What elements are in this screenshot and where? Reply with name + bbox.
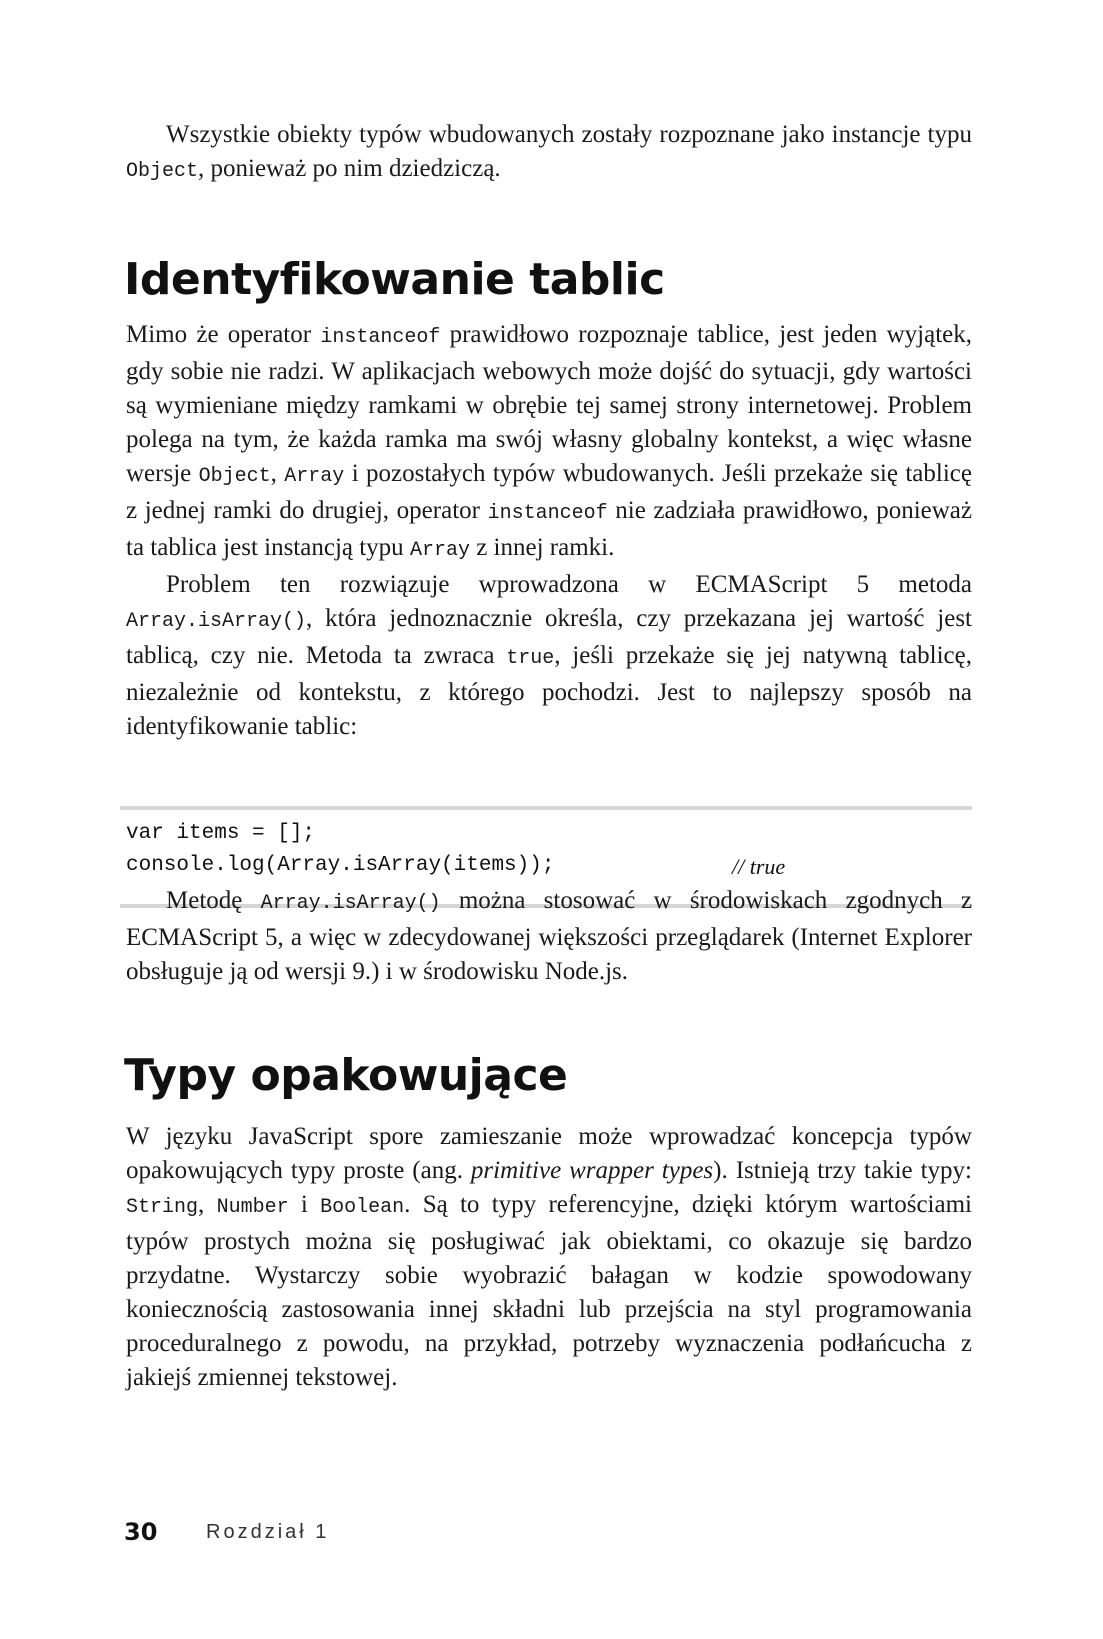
text-run: i (288, 1191, 321, 1218)
text-run: . Są to typy referencyjne, dzięki którym wartościami typów prostych można się posługiwać jak obiektami, co okazuje się bardzo przydatne. Wystarczy sobie wyobrazić bałagan w kodzie spowodowany koniecznością zastosowania innej składni lub przejścia na styl programowania proceduralnego z powodu, na przykład, potrzeby wyznaczenia podłańcucha z jakiejś zmiennej tekstowej. (126, 1191, 972, 1391)
code-inline: String (126, 1196, 199, 1219)
code-inline: Object (126, 160, 199, 183)
text-run: Wszystkie obiekty typów wbudowanych zostały rozpoznane jako instancje typu (166, 121, 972, 148)
section1-paragraph-3 (126, 884, 972, 989)
code-line-1: var items = []; (126, 822, 316, 845)
text-run: W języku JavaScript spore zamieszanie może wprowadzać koncepcja typów opakowujących typy proste (ang. (126, 1123, 972, 1184)
text-run: , (198, 1191, 217, 1218)
text-run: , jeśli przekaże się jej natywną tablicę, niezależnie od kontekstu, z którego pochodzi. Jest to najlepszy sposób na identyfikowanie tablic: (126, 642, 972, 740)
text-run: z innej ramki. (469, 534, 615, 561)
code-line-2: console.log(Array.isArray(items)); (126, 854, 555, 877)
text-run: Metodę (166, 887, 261, 914)
text-run: Mimo że operator (126, 321, 321, 348)
intro-paragraph (126, 118, 972, 189)
text-run: i pozostałych typów wbudowanych. Jeśli przekaże się tablicę z jednej ramki do drugiej, operator (126, 460, 972, 524)
code-inline: Number (216, 1196, 289, 1219)
intro-paragraph-container (126, 118, 972, 189)
text-run: , ponieważ po nim dziedziczą. (198, 155, 501, 182)
code-comment: // true (732, 854, 786, 879)
section2-paragraph-1 (126, 1120, 972, 1395)
text-run: można stosować w środowiskach zgodnych z ECMAScript 5, a więc w zdecydowanej większości przeglądarek (Internet Explorer obsługuje ją od wersji 9.) i w środowisku Node.js. (126, 887, 973, 985)
code-inline: instanceof (320, 326, 441, 349)
code-inline: Array (409, 539, 470, 562)
code-inline: Array.isArray() (260, 892, 441, 915)
section-heading-identyfikowanie: Identyfikowanie tablic (124, 254, 665, 305)
text-run: , która jednoznacznie określa, czy przekazana jej wartość jest tablicą, czy nie. Metoda ta zwraca (126, 605, 972, 669)
section1-paragraph-2 (126, 568, 972, 744)
italic-term: primitive wrapper types (470, 1157, 714, 1184)
section1-paragraph-1 (126, 318, 972, 568)
code-inline: instanceof (487, 502, 608, 525)
chapter-label: Rozdział 1 (206, 1521, 330, 1543)
text-run: ). Istnieją trzy takie typy: (713, 1157, 972, 1184)
section2-body (126, 1120, 972, 1395)
code-inline: Array.isArray() (126, 610, 307, 633)
code-inline: Object (198, 465, 271, 488)
section1-after-code (126, 884, 972, 989)
code-inline: Boolean (320, 1196, 405, 1219)
code-inline: true (506, 647, 555, 670)
text-run: Problem ten rozwiązuje wprowadzona w ECMAScript 5 metoda (166, 571, 972, 598)
section1-body (126, 318, 972, 744)
text-run: nie zadziała prawidłowo, ponieważ ta tablica jest instancją typu (126, 497, 972, 561)
page-number: 30 (124, 1518, 158, 1546)
text-run: , (270, 460, 285, 487)
code-inline: Array (284, 465, 345, 488)
section-heading-typy-opakowujace: Typy opakowujące (124, 1050, 568, 1101)
text-run: prawidłowo rozpoznaje tablice, jest jeden wyjątek, gdy sobie nie radzi. W aplikacjach webowych może dojść do sytuacji, gdy wartości są wymieniane między ramkami w obrębie tej samej strony internetowej. Problem polega na tym, że każda ramka ma swój własny globalny kontekst, a więc własne wersje (126, 321, 972, 487)
